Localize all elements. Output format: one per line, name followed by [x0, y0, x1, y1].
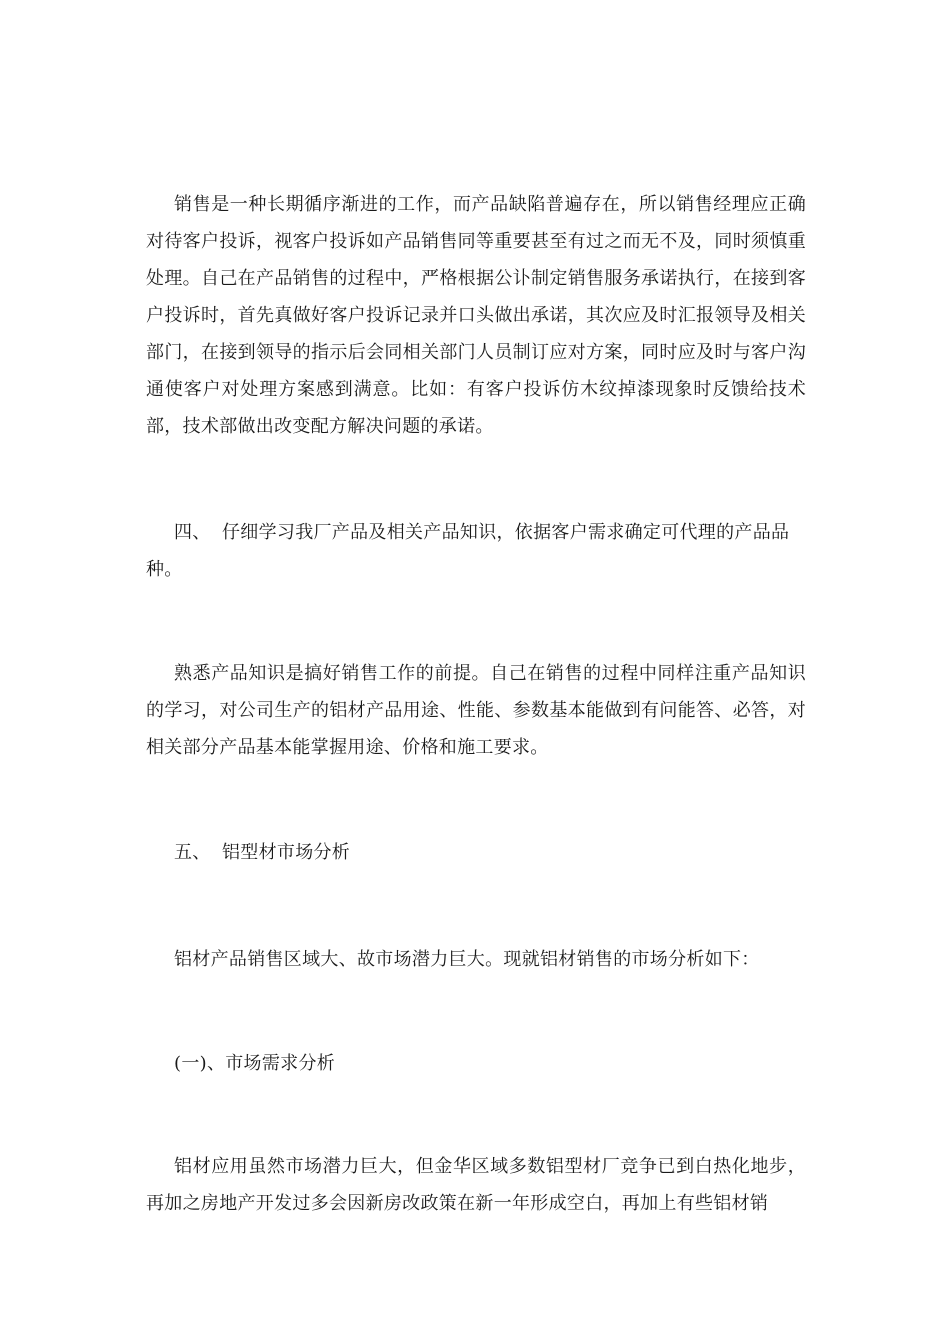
section-heading-4 [146, 514, 806, 588]
section-number-5: 五、 [174, 842, 211, 863]
section-title-4: 仔细学习我厂产品及相关产品知识，依据客户需求确定可代理的产品品种。 [146, 522, 790, 580]
paragraph-complaint-handling: 销售是一种长期循序渐进的工作，而产品缺陷普遍存在，所以销售经理应正确对待客户投诉，视客户投诉如产品销售同等重要甚至有过之而无不及，同时须慎重处理。自己在产品销售的过程中，严格根据公讣制定销售服务承诺执行，在接到客户投诉时，首先真做好客户投诉记录并口头做出承诺，其次应及时汇报领导及相关部门，在接到领导的指示后会同相关部门人员制订应对方案，同时应及时与客户沟通使客户对处理方案感到满意。比如：有客户投诉仿木纹掉漆现象时反馈给技术部，技术部做出改变配方解决问题的承诺。 [146, 194, 806, 437]
paragraph-product-knowledge: 熟悉产品知识是搞好销售工作的前提。自己在销售的过程中同样注重产品知识的学习，对公司生产的铝材产品用途、性能、参数基本能做到有问能答、必答，对相关部分产品基本能掌握用途、价格和施工要求。 [146, 663, 806, 758]
subsection-heading-1: (一)、市场需求分析 [174, 1053, 336, 1074]
paragraph-market-demand: 铝材应用虽然市场潜力巨大，但金华区域多数铝型材厂竞争已到白热化地步，再加之房地产开发过多会因新房改政策在新一年形成空白，再加上有些铝材销 [146, 1156, 806, 1214]
section-heading-5 [146, 834, 806, 871]
section-title-5: 铝型材市场分析 [222, 842, 351, 863]
section-number-4: 四、 [174, 522, 211, 543]
paragraph-market-intro: 铝材产品销售区域大、故市场潜力巨大。现就铝材销售的市场分析如下： [174, 949, 760, 970]
